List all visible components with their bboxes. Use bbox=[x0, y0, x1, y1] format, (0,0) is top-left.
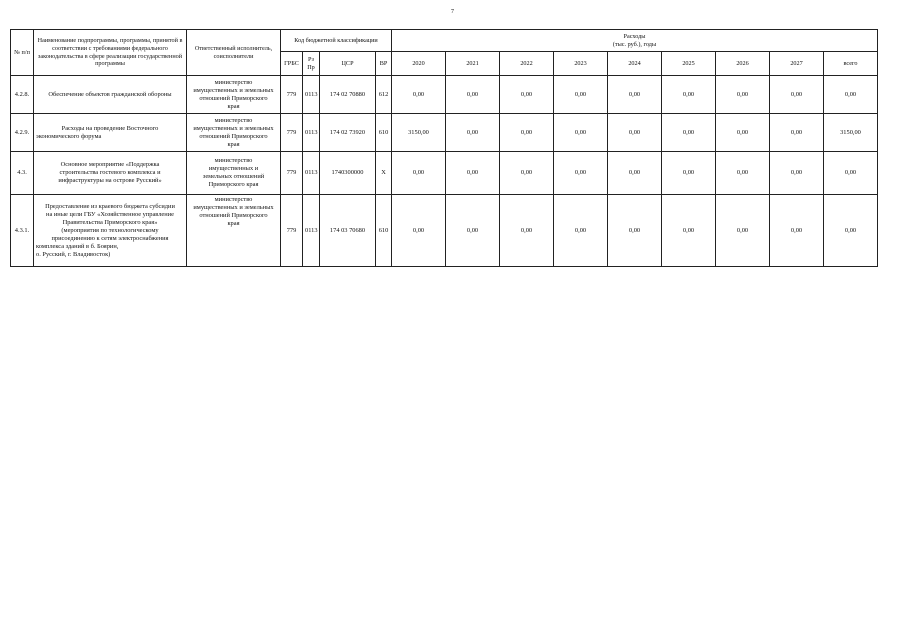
header-year: 2025 bbox=[662, 52, 716, 76]
row-rzpr: 0113 bbox=[303, 195, 320, 267]
row-responsible-line: Приморского края bbox=[208, 181, 259, 188]
row-name-line: (мероприятия по технологическому bbox=[61, 226, 159, 234]
budget-table bbox=[10, 29, 878, 267]
header-year: 2027 bbox=[770, 52, 824, 76]
row-value: 0,00 bbox=[554, 152, 608, 195]
row-name-line: комплекса зданий в б. Боярин, bbox=[36, 242, 119, 250]
row-value: 0,00 bbox=[662, 76, 716, 114]
row-value: 0,00 bbox=[554, 195, 608, 267]
header-expenses-line1: Расходы bbox=[623, 32, 646, 40]
row-responsible-line: министерство bbox=[214, 157, 253, 164]
row-name bbox=[34, 195, 187, 267]
header-expenses-line2: (тыс. руб.), годы bbox=[612, 40, 657, 48]
row-value: 0,00 bbox=[500, 195, 554, 267]
row-value: 0,00 bbox=[500, 76, 554, 114]
row-value: 0,00 bbox=[716, 195, 770, 267]
row-value: 3150,00 bbox=[392, 114, 446, 152]
row-name-line: Правительства Приморского края» bbox=[62, 218, 158, 226]
row-value: 0,00 bbox=[392, 195, 446, 267]
row-name-line: Основное мероприятие «Поддержка bbox=[60, 161, 160, 168]
row-csr: 1740300000 bbox=[320, 152, 376, 195]
header-rz: Рз bbox=[308, 55, 314, 63]
row-value: 0,00 bbox=[446, 76, 500, 114]
table-row bbox=[11, 152, 878, 195]
row-responsible-line: имущественных и земельных bbox=[193, 86, 274, 94]
row-grbs: 779 bbox=[281, 152, 303, 195]
row-value: 0,00 bbox=[446, 195, 500, 267]
row-responsible bbox=[187, 76, 281, 114]
header-expenses bbox=[392, 30, 878, 52]
row-value: 0,00 bbox=[500, 152, 554, 195]
row-vr: 610 bbox=[376, 114, 392, 152]
table-row bbox=[11, 114, 878, 152]
row-value: 0,00 bbox=[608, 76, 662, 114]
row-responsible-line: отношений Приморского bbox=[199, 212, 268, 219]
row-responsible-line: края bbox=[227, 140, 240, 148]
row-rzpr: 0113 bbox=[303, 152, 320, 195]
row-value: 0,00 bbox=[500, 114, 554, 152]
row-value: 0,00 bbox=[392, 152, 446, 195]
row-value: 0,00 bbox=[716, 152, 770, 195]
row-total: 0,00 bbox=[824, 152, 878, 195]
row-name-line: экономического форума bbox=[36, 132, 102, 140]
header-year: 2022 bbox=[500, 52, 554, 76]
header-year: 2020 bbox=[392, 52, 446, 76]
row-value: 0,00 bbox=[446, 152, 500, 195]
row-responsible-line: имущественных и земельных bbox=[193, 204, 274, 211]
row-value: 0,00 bbox=[770, 114, 824, 152]
row-responsible-line: имущественных и земельных bbox=[193, 124, 274, 132]
row-responsible-line: отношений Приморского bbox=[199, 94, 268, 102]
row-value: 0,00 bbox=[716, 114, 770, 152]
row-total: 3150,00 bbox=[824, 114, 878, 152]
row-name-line: Обеспечение объектов гражданской обороны bbox=[48, 90, 172, 98]
header-total: всего bbox=[824, 52, 878, 76]
row-value: 0,00 bbox=[392, 76, 446, 114]
row-grbs: 779 bbox=[281, 114, 303, 152]
row-name-line: строительства гостевого комплекса и bbox=[59, 169, 161, 176]
row-responsible-line: имущественных и bbox=[208, 165, 259, 172]
row-vr: 612 bbox=[376, 76, 392, 114]
row-number: 4.3. bbox=[11, 152, 34, 195]
row-name-line: присоединению к сетям электроснабжения bbox=[51, 234, 169, 242]
row-number: 4.3.1. bbox=[11, 195, 34, 267]
row-responsible-line: края bbox=[227, 102, 240, 110]
row-responsible-line: края bbox=[227, 220, 240, 227]
row-number: 4.2.9. bbox=[11, 114, 34, 152]
row-value: 0,00 bbox=[608, 152, 662, 195]
row-value: 0,00 bbox=[554, 76, 608, 114]
row-number: 4.2.8. bbox=[11, 76, 34, 114]
row-value: 0,00 bbox=[716, 76, 770, 114]
row-value: 0,00 bbox=[662, 195, 716, 267]
row-name-line: Расходы на проведение Восточного bbox=[61, 124, 159, 132]
header-budget-code: Код бюджетной классификации bbox=[281, 30, 392, 52]
row-total: 0,00 bbox=[824, 195, 878, 267]
row-csr: 174 03 70680 bbox=[320, 195, 376, 267]
row-name-line: на иные цели ГБУ «Хозяйственное управление bbox=[46, 210, 174, 218]
row-name-line: инфраструктуры на острове Русский» bbox=[58, 177, 162, 184]
row-value: 0,00 bbox=[608, 114, 662, 152]
row-rzpr: 0113 bbox=[303, 114, 320, 152]
row-value: 0,00 bbox=[446, 114, 500, 152]
row-vr: X bbox=[376, 152, 392, 195]
row-value: 0,00 bbox=[770, 195, 824, 267]
row-responsible bbox=[187, 152, 281, 195]
header-year: 2023 bbox=[554, 52, 608, 76]
row-responsible-line: министерство bbox=[214, 116, 253, 124]
header-year: 2021 bbox=[446, 52, 500, 76]
row-responsible bbox=[187, 114, 281, 152]
header-year: 2024 bbox=[608, 52, 662, 76]
row-grbs: 779 bbox=[281, 76, 303, 114]
header-responsible: Ответственный исполнитель, соисполнители bbox=[187, 30, 281, 76]
table-row bbox=[11, 195, 878, 267]
header-name: Наименование подпрограммы, программы, принятой в соответствии с требованиями федерального законодательства в сфере реализации государственной программы bbox=[34, 30, 187, 76]
header-rzpr bbox=[303, 52, 320, 76]
row-value: 0,00 bbox=[770, 76, 824, 114]
header-num: № п/п bbox=[11, 30, 34, 76]
row-csr: 174 02 73920 bbox=[320, 114, 376, 152]
row-name bbox=[34, 114, 187, 152]
row-name-line: о. Русский, г. Владивосток) bbox=[36, 250, 111, 258]
row-responsible-line: министерство bbox=[214, 78, 253, 86]
row-rzpr: 0113 bbox=[303, 76, 320, 114]
page-number: 7 bbox=[451, 9, 454, 15]
row-name bbox=[34, 76, 187, 114]
row-responsible bbox=[187, 195, 281, 267]
header-year: 2026 bbox=[716, 52, 770, 76]
table-row bbox=[11, 76, 878, 114]
row-value: 0,00 bbox=[662, 114, 716, 152]
header-vr: ВР bbox=[376, 52, 392, 76]
row-responsible-line: земельных отношений bbox=[202, 173, 265, 180]
row-csr: 174 02 70880 bbox=[320, 76, 376, 114]
row-responsible-line: отношений Приморского bbox=[199, 132, 268, 140]
row-responsible-line: министерство bbox=[214, 196, 253, 203]
row-value: 0,00 bbox=[608, 195, 662, 267]
row-value: 0,00 bbox=[770, 152, 824, 195]
header-grbs: ГРБС bbox=[281, 52, 303, 76]
header-csr: ЦСР bbox=[320, 52, 376, 76]
row-total: 0,00 bbox=[824, 76, 878, 114]
header-pr: Пр bbox=[307, 63, 315, 71]
row-grbs: 779 bbox=[281, 195, 303, 267]
row-value: 0,00 bbox=[662, 152, 716, 195]
row-name-line: Предоставление из краевого бюджета субсидии bbox=[45, 202, 175, 210]
row-value: 0,00 bbox=[554, 114, 608, 152]
row-vr: 610 bbox=[376, 195, 392, 267]
row-name bbox=[34, 152, 187, 195]
